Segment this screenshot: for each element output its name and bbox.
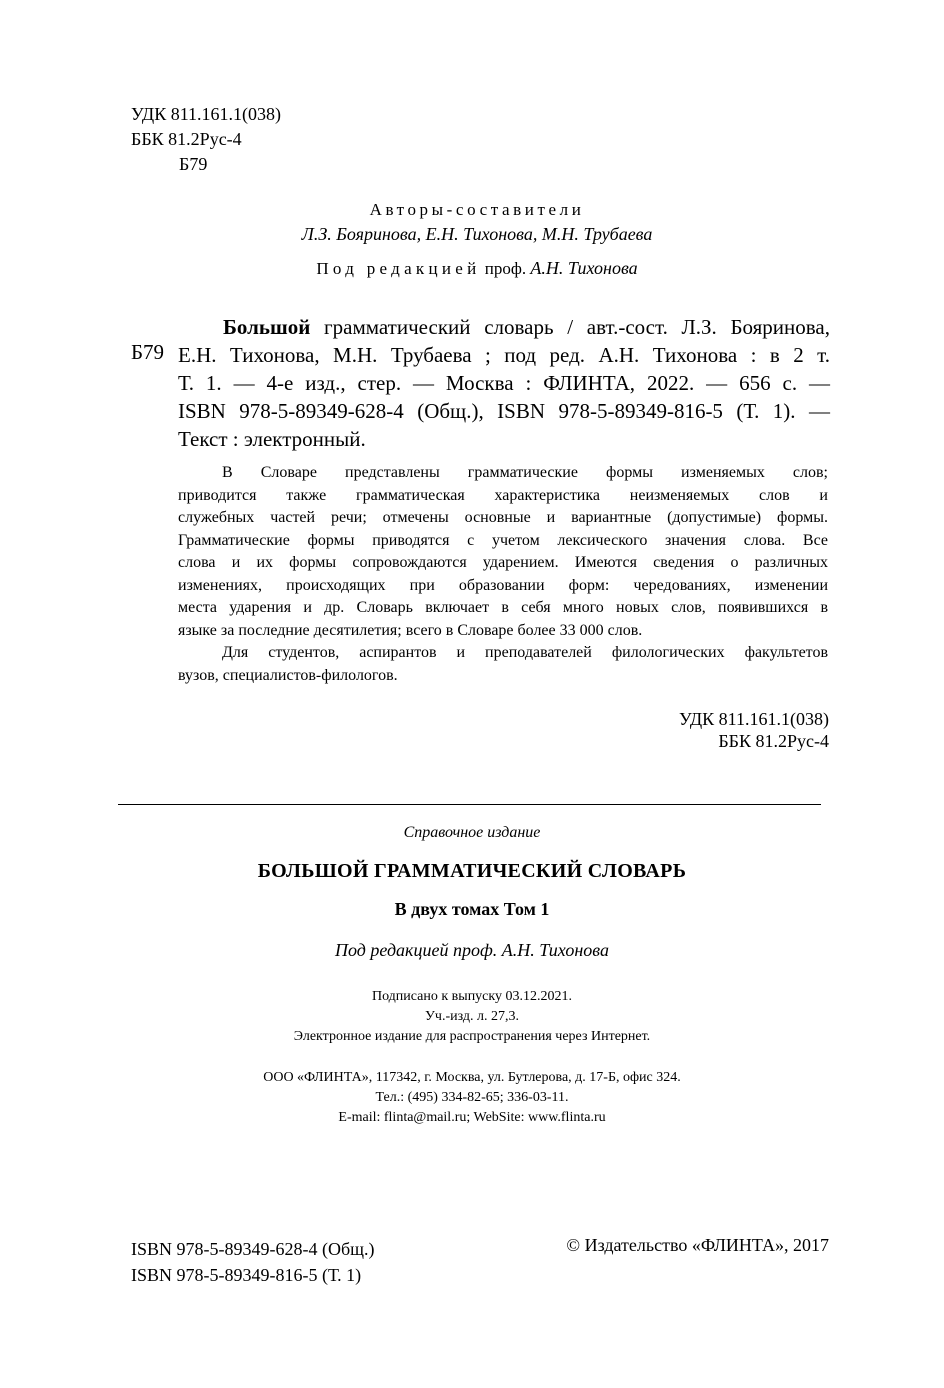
abstract-line: служебных частей речи; отмечены основные и вариантные (допустимые) формы. xyxy=(178,509,828,526)
biblio-line: Е.Н. Тихонова, М.Н. Трубаева ; под ред. А.Н. Тихонова : в 2 т. xyxy=(178,343,830,367)
abstract-line: вузов, специалистов-филологов. xyxy=(178,666,398,684)
editor-name: А.Н. Тихонова xyxy=(530,258,638,278)
author-mark: Б79 xyxy=(179,154,208,174)
colophon-editor: Под редакцией проф. А.Н. Тихонова xyxy=(335,940,609,960)
biblio-line: Т. 1. — 4-е изд., стер. — Москва : ФЛИНТА, 2022. — 656 с. — xyxy=(178,371,830,395)
authors-names: Л.З. Бояринова, Е.Н. Тихонова, М.Н. Трубаева xyxy=(301,224,653,244)
bbk-code: ББК 81.2Рус-4 xyxy=(718,731,829,751)
abstract-line: слова и их формы сопровождаются ударением. Имеются сведения о различных xyxy=(178,554,828,571)
biblio-line: Текст : электронный. xyxy=(178,427,366,451)
abstract-line: языке за последние десятилетия; всего в Словаре более 33 000 слов. xyxy=(178,621,643,639)
copyright: © Издательство «ФЛИНТА», 2017 xyxy=(566,1235,829,1255)
isbn-block xyxy=(131,1236,375,1288)
biblio-bold-word: Большой xyxy=(223,315,311,339)
publisher-contacts: E-mail: flinta@mail.ru; WebSite: www.flinta.ru xyxy=(338,1110,606,1125)
editor-label: Под редакцией xyxy=(316,259,481,278)
editor-line xyxy=(0,258,944,279)
udk-block-right xyxy=(679,708,829,752)
signed-date: Подписано к выпуску 03.12.2021. xyxy=(371,989,573,1004)
abstract-line: приводится также грамматическая характеристика неизменяемых слов и xyxy=(178,486,828,504)
abstract-line: изменениях, происходящих при образовании форм: чередованиях, изменении xyxy=(178,576,828,594)
abstract-line: Для студентов, аспирантов и преподавателей филологических факультетов xyxy=(222,644,828,661)
biblio-line: ISBN 978-5-89349-628-4 (Общ.), ISBN 978-5-89349-816-5 (Т. 1). — xyxy=(178,399,830,423)
publishing-sheets: Уч.-изд. л. 27,3. xyxy=(425,1009,519,1024)
isbn-volume: ISBN 978-5-89349-816-5 (Т. 1) xyxy=(131,1265,362,1285)
bbk-code: ББК 81.2Рус-4 xyxy=(131,129,242,149)
abstract-line: В Словаре представлены грамматические формы изменяемых слов; xyxy=(222,464,828,481)
bibliographic-record xyxy=(178,313,830,453)
publisher-phone: Тел.: (495) 334-82-65; 336-03-11. xyxy=(375,1090,569,1105)
udk-code: УДК 811.161.1(038) xyxy=(131,104,282,124)
authors-label: Авторы-составители xyxy=(369,200,585,219)
biblio-author-mark: Б79 xyxy=(131,340,165,364)
abstract xyxy=(178,462,828,687)
publisher-block xyxy=(0,1068,944,1128)
imprint-block xyxy=(0,987,944,1047)
biblio-line: Большой грамматический словарь / авт.-сост. Л.З. Бояринова, xyxy=(223,315,830,339)
isbn-common: ISBN 978-5-89349-628-4 (Общ.) xyxy=(131,1239,375,1259)
publisher-address: ООО «ФЛИНТА», 117342, г. Москва, ул. Бутлерова, д. 17-Б, офис 324. xyxy=(263,1070,681,1085)
abstract-line: места ударения и др. Словарь включает в себя много новых слов, появившихся в xyxy=(178,599,828,616)
udk-block-top xyxy=(131,102,281,177)
book-subtitle: В двух томах Том 1 xyxy=(394,899,550,919)
abstract-line: Грамматические формы приводятся с учетом лексического значения слова. Все xyxy=(178,531,828,549)
editor-title-prefix: проф. xyxy=(484,259,527,278)
edition-type: Справочное издание xyxy=(403,824,541,841)
udk-code: УДК 811.161.1(038) xyxy=(678,709,829,729)
distribution-note: Электронное издание для распространения через Интернет. xyxy=(293,1029,651,1044)
divider-rule xyxy=(118,804,821,805)
book-title: БОЛЬШОЙ ГРАММАТИЧЕСКИЙ СЛОВАРЬ xyxy=(257,860,687,882)
